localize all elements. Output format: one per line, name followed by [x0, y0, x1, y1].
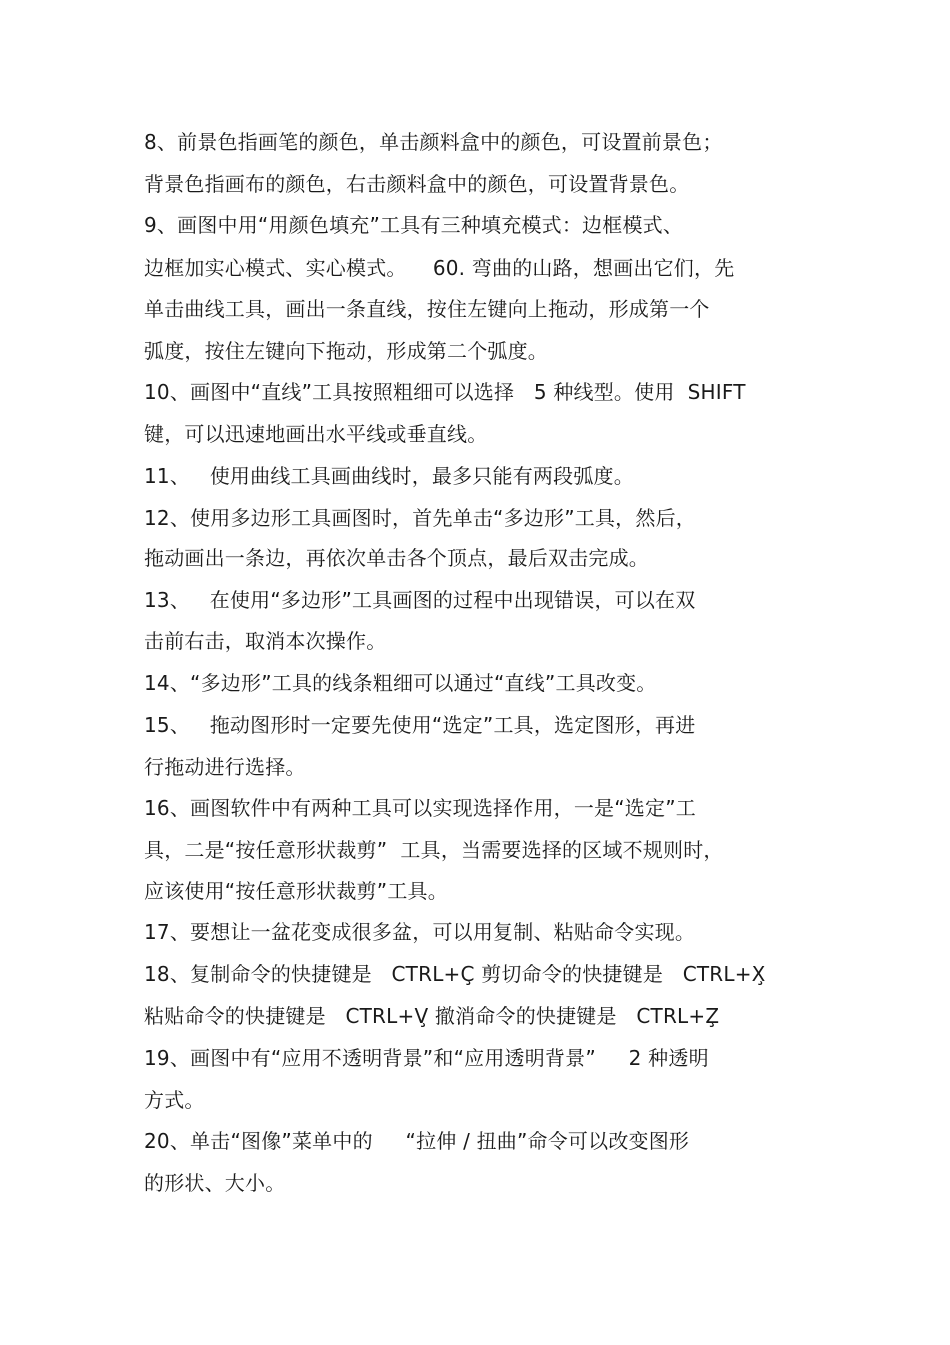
- text-line: 击前右击，取消本次操作。: [144, 629, 387, 653]
- text-line: 18、复制命令的快捷键是 CTRL+Ç 剪切命令的快捷键是 CTRL+X̧: [144, 962, 766, 986]
- text-line: 具，二是“按任意形状裁剪” 工具，当需要选择的区域不规则时，: [144, 838, 724, 862]
- text-line: 11、 使用曲线工具画曲线时，最多只能有两段弧度。: [144, 464, 634, 488]
- text-line: 拖动画出一条边，再依次单击各个顶点，最后双击完成。: [144, 546, 649, 570]
- text-line: 行拖动进行选择。: [144, 755, 306, 779]
- text-line: 方式。: [144, 1088, 205, 1112]
- text-line: 17、要想让一盆花变成很多盆，可以用复制、粘贴命令实现。: [144, 920, 696, 944]
- text-line: 20、单击“图像”菜单中的 “拉伸 / 扭曲”命令可以改变图形: [144, 1129, 690, 1153]
- text-line: 19、画图中有“应用不透明背景”和“应用透明背景” 2 种透明: [144, 1046, 709, 1070]
- text-line: 键，可以迅速地画出水平线或垂直线。: [144, 422, 488, 446]
- text-line: 16、画图软件中有两种工具可以实现选择作用，一是“选定”工: [144, 796, 696, 820]
- text-line: 应该使用“按任意形状裁剪”工具。: [144, 879, 448, 903]
- text-line: 单击曲线工具，画出一条直线，按住左键向上拖动，形成第一个: [144, 297, 710, 321]
- text-line: 的形状、大小。: [144, 1171, 286, 1195]
- text-line: 13、 在使用“多边形”工具画图的过程中出现错误，可以在双: [144, 588, 696, 612]
- text-line: 8、前景色指画笔的颜色，单击颜料盒中的颜色，可设置前景色；: [144, 130, 723, 154]
- text-line: 12、使用多边形工具画图时，首先单击“多边形”工具，然后，: [144, 506, 696, 530]
- text-line: 10、画图中“直线”工具按照粗细可以选择 5 种线型。使用 SHIFT: [144, 380, 746, 404]
- text-line: 9、画图中用“用颜色填充”工具有三种填充模式：边框模式、: [144, 213, 684, 237]
- text-line: 背景色指画布的颜色，右击颜料盒中的颜色，可设置背景色。: [144, 172, 690, 196]
- text-line: 粘贴命令的快捷键是 CTRL+V̧ 撤消命令的快捷键是 CTRL+Z̧: [144, 1004, 720, 1028]
- text-line: 14、“多边形”工具的线条粗细可以通过“直线”工具改变。: [144, 671, 657, 695]
- text-line: 弧度，按住左键向下拖动，形成第二个弧度。: [144, 339, 548, 363]
- text-line: 15、 拖动图形时一定要先使用“选定”工具，选定图形，再进: [144, 713, 696, 737]
- text-line: 边框加实心模式、实心模式。 60. 弯曲的山路，想画出它们，先: [144, 256, 735, 280]
